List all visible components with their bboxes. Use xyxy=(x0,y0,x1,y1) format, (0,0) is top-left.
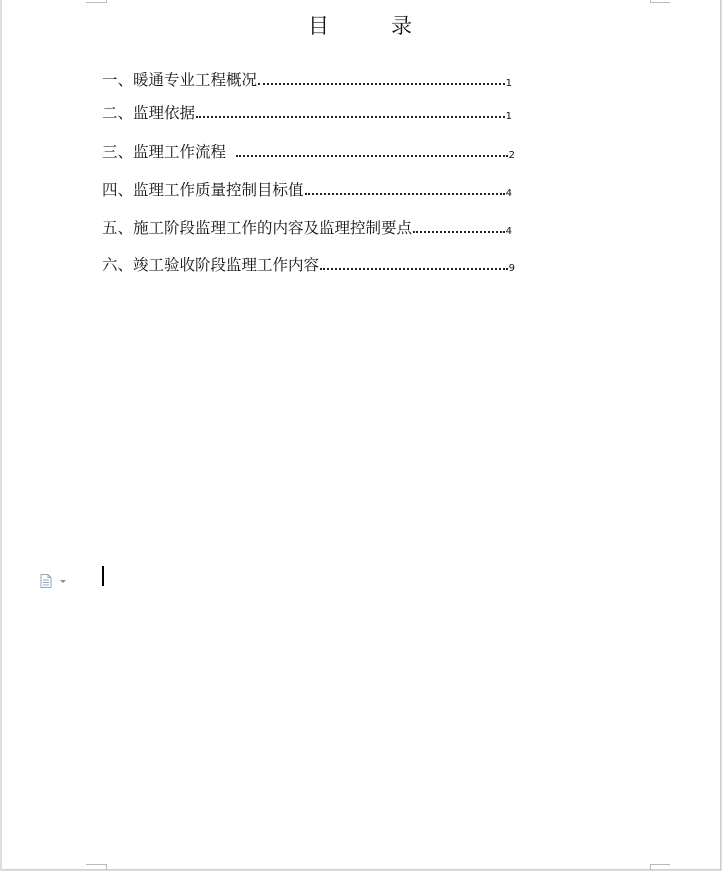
toc-entry[interactable] xyxy=(102,68,512,90)
text-cursor xyxy=(102,566,104,586)
toc-entry-page: 1 xyxy=(505,78,512,89)
toc-entry-page: 2 xyxy=(508,150,515,161)
toc-leader-dots xyxy=(305,193,505,195)
toc-leader-dots xyxy=(236,155,508,157)
toc-entry-label: 一、暖通专业工程概况 xyxy=(102,71,258,89)
crop-mark xyxy=(650,2,670,3)
toc-leader-dots xyxy=(258,83,505,85)
toc-entry-page: 4 xyxy=(505,226,512,237)
crop-mark xyxy=(650,864,670,865)
toc-leader-dots xyxy=(320,268,508,270)
toc-title xyxy=(0,10,722,40)
toc-entry-label: 五、施工阶段监理工作的内容及监理控制要点 xyxy=(102,219,413,237)
toc-leader-dots xyxy=(413,231,505,233)
toc-entry[interactable] xyxy=(102,253,515,275)
toc-entry[interactable] xyxy=(102,178,512,200)
toc-title-left: 目 xyxy=(308,14,331,38)
crop-mark xyxy=(106,0,107,3)
crop-mark xyxy=(86,2,106,3)
toc-entry-label: 六、竣工验收阶段监理工作内容 xyxy=(102,256,320,274)
toc-leader-dots xyxy=(196,116,505,118)
crop-mark xyxy=(86,864,106,865)
toc-entry-label: 四、监理工作质量控制目标值 xyxy=(102,181,304,199)
toc-entry-label: 二、监理依据 xyxy=(102,104,196,122)
toc-entry[interactable] xyxy=(102,140,515,162)
crop-mark xyxy=(106,864,107,870)
toc-entry-page: 9 xyxy=(508,263,515,274)
toc-entry[interactable] xyxy=(102,216,512,238)
toc-entry-page: 4 xyxy=(505,188,512,199)
toc-entry-label: 三、监理工作流程 xyxy=(102,143,227,161)
crop-mark xyxy=(650,864,651,870)
document-paste-options-icon[interactable] xyxy=(40,573,68,587)
toc-entry-page: 1 xyxy=(505,111,512,122)
toc-title-right: 录 xyxy=(391,14,414,38)
document-page[interactable] xyxy=(2,0,721,870)
crop-mark xyxy=(650,0,651,3)
toc-entry[interactable] xyxy=(102,101,512,123)
